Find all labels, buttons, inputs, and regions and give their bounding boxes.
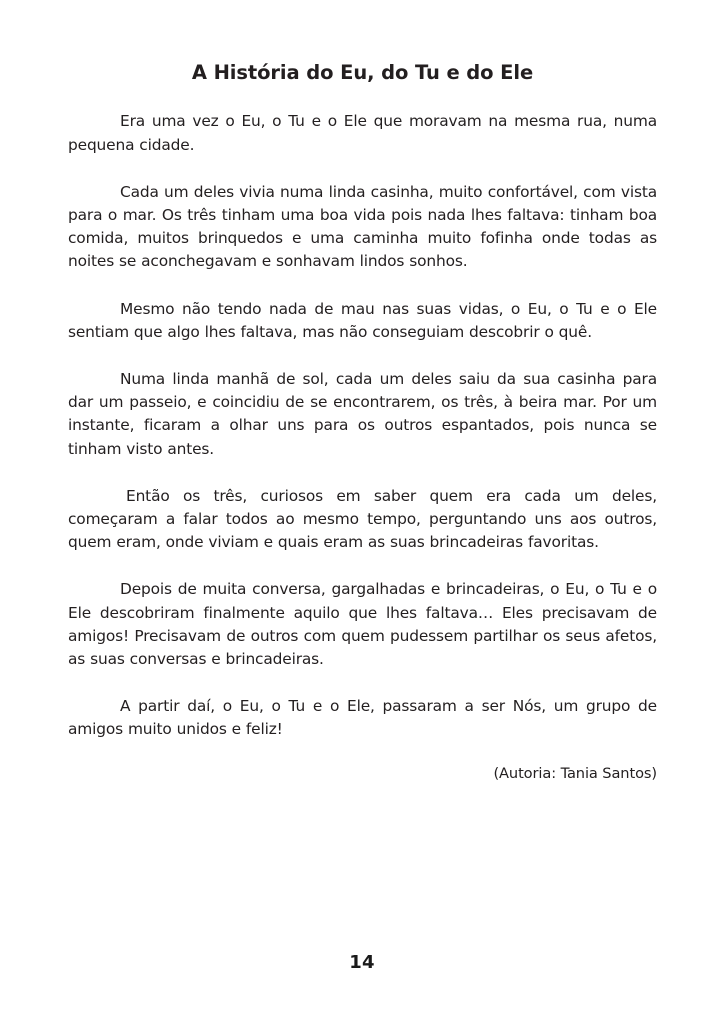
paragraph-6: Depois de muita conversa, gargalhadas e brincadeiras, o Eu, o Tu e o Ele descobriram finalmente aquilo que lhes faltava… Eles precisavam de amigos! Precisavam de outros com quem pudessem partilhar os seus afetos, as suas conversas e brincadeiras.: [68, 580, 657, 669]
paragraph-2: Cada um deles vivia numa linda casinha, muito confortável, com vista para o mar. Os três tinham uma boa vida pois nada lhes faltava: tinham boa comida, muitos brinquedos e uma caminha muito fofinha onde todas as noites se aconchegavam e sonhavam lindos sonhos.: [68, 182, 657, 271]
page-content: [68, 0, 657, 785]
paragraph-4: Numa linda manhã de sol, cada um deles saiu da sua casinha para dar um passeio, e coincidiu de se encontrarem, os três, à beira mar. Por um instante, ficaram a olhar uns para os outros espantados, pois nunca se tinham visto antes.: [68, 370, 657, 458]
story-body: [68, 110, 657, 741]
page-number: 14: [349, 952, 375, 973]
paragraph-1: Era uma vez o Eu, o Tu e o Ele que moravam na mesma rua, numa pequena cidade.: [68, 112, 657, 154]
paragraph-3: Mesmo não tendo nada de mau nas suas vidas, o Eu, o Tu e o Ele sentiam que algo lhes faltava, mas não conseguiam descobrir o quê.: [68, 299, 657, 341]
page-title: A História do Eu, do Tu e do Ele: [191, 61, 534, 84]
paragraph-5: Então os três, curiosos em saber quem era cada um deles, começaram a falar todos ao mesmo tempo, perguntando uns aos outros, quem eram, onde viviam e quais eram as suas brincadeiras favoritas.: [68, 486, 657, 552]
attribution-line: (Autoria: Tania Santos): [493, 764, 657, 782]
paragraph-7: A partir daí, o Eu, o Tu e o Ele, passaram a ser Nós, um grupo de amigos muito unidos e feliz!: [68, 697, 657, 739]
